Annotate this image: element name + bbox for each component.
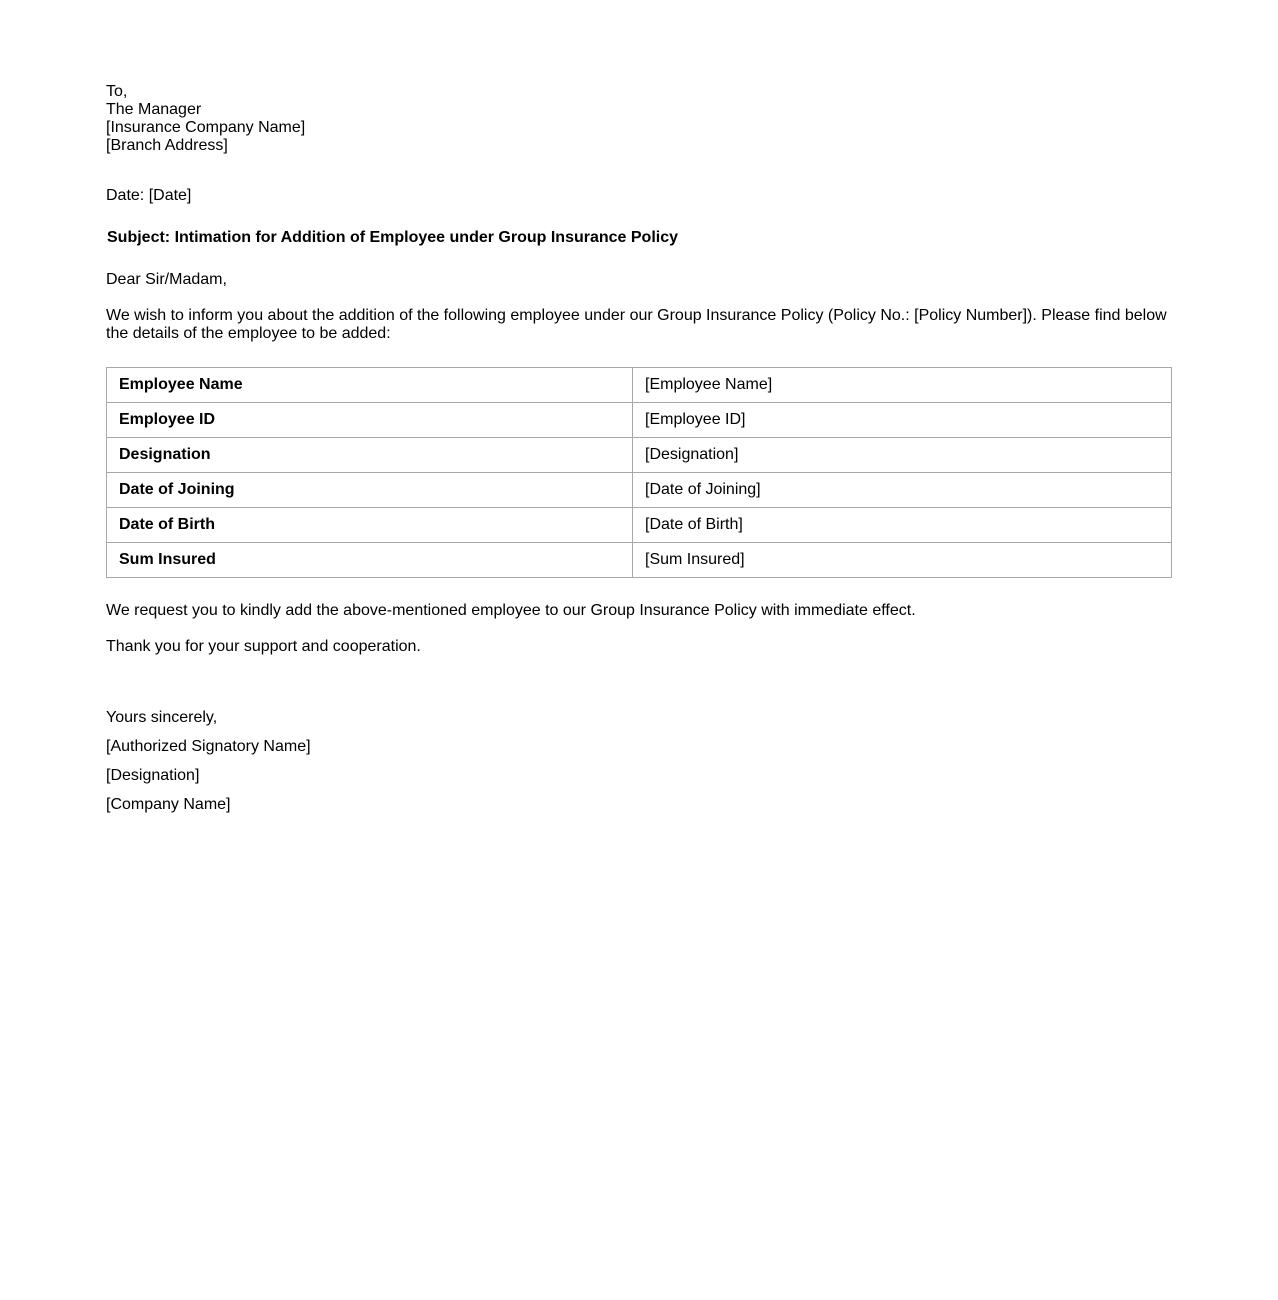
- table-row: [107, 438, 1172, 473]
- table-row: [107, 473, 1172, 508]
- recipient-address-line: [Branch Address]: [106, 137, 228, 154]
- signatory-company: [Company Name]: [106, 796, 231, 813]
- table-row: [107, 508, 1172, 543]
- row-value-employee-id: [Employee ID]: [633, 403, 1172, 438]
- closing-valediction: Yours sincerely,: [106, 709, 218, 726]
- letter-date: Date: [Date]: [106, 187, 192, 204]
- row-value-date-of-joining: [Date of Joining]: [633, 473, 1172, 508]
- recipient-company-line: [Insurance Company Name]: [106, 119, 306, 136]
- row-value-designation: [Designation]: [633, 438, 1172, 473]
- letter-subject: Subject: Intimation for Addition of Employee under Group Insurance Policy: [107, 229, 679, 246]
- row-label-date-of-birth: Date of Birth: [107, 508, 633, 543]
- closing-signature-block: [106, 709, 1172, 814]
- row-label-employee-id: Employee ID: [107, 403, 633, 438]
- signatory-designation: [Designation]: [106, 767, 200, 784]
- table-row: [107, 403, 1172, 438]
- row-value-employee-name: [Employee Name]: [633, 368, 1172, 403]
- signatory-name: [Authorized Signatory Name]: [106, 738, 311, 755]
- letter-request-paragraph: We request you to kindly add the above-mentioned employee to our Group Insurance Policy with immediate effect.: [106, 602, 916, 619]
- table-row: [107, 368, 1172, 403]
- recipient-address-block: [106, 83, 1172, 155]
- row-value-date-of-birth: [Date of Birth]: [633, 508, 1172, 543]
- letter-greeting: Dear Sir/Madam,: [106, 271, 227, 288]
- row-label-employee-name: Employee Name: [107, 368, 633, 403]
- row-value-sum-insured: [Sum Insured]: [633, 543, 1172, 578]
- letter-intro-paragraph: We wish to inform you about the addition of the following employee under our Group Insurance Policy (Policy No.: [Policy Number]). Please find below the details of the employee to be added:: [106, 307, 1167, 342]
- letter-document: [106, 83, 1172, 825]
- table-row: [107, 543, 1172, 578]
- row-label-sum-insured: Sum Insured: [107, 543, 633, 578]
- recipient-salutation-line: To,: [106, 83, 128, 100]
- recipient-title-line: The Manager: [106, 101, 202, 118]
- letter-thanks-paragraph: Thank you for your support and cooperation.: [106, 638, 421, 655]
- employee-details-table: [106, 367, 1172, 578]
- row-label-date-of-joining: Date of Joining: [107, 473, 633, 508]
- row-label-designation: Designation: [107, 438, 633, 473]
